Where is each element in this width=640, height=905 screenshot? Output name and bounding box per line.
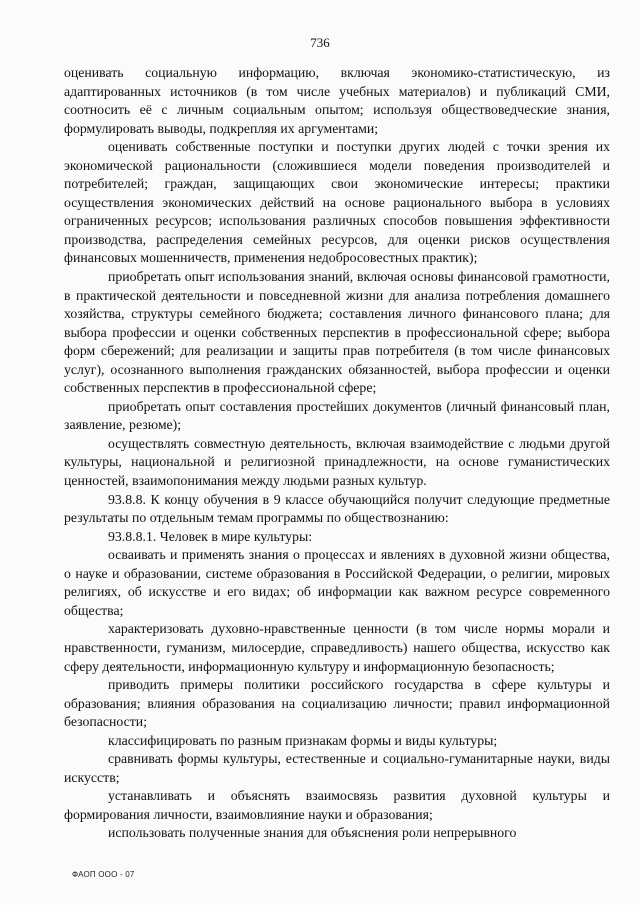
paragraph: осуществлять совместную деятельность, включая взаимодействие с людьми другой культуры, национальной и религиозной принадлежности, на основе гуманистических ценностей, взаимопонимания между людьми разных культур. (64, 435, 610, 489)
paragraph: использовать полученные знания для объяснения роли непрерывного (108, 825, 517, 841)
page-number: 736 (310, 35, 330, 50)
paragraph: осваивать и применять знания о процессах и явлениях в духовной жизни общества, о науке и образовании, системе образования в Российской Федерации, о религии, мировых религиях, об искусстве и его видах; об информации как важном ресурсе современного общества; (64, 547, 610, 618)
paragraph: устанавливать и объяснять взаимосвязь развития духовной культуры и формирования личности, взаимовлияние науки и образования; (64, 788, 610, 822)
paragraph: приобретать опыт использования знаний, включая основы финансовой грамотности, в практической деятельности и повседневной жизни для анализа потребления домашнего хозяйства, структуры семейного бюджета; составления личного финансового плана; для выбора профессии и оценки собственных перспектив в профессиональной сфере; выбора форм сбережений; для реализации и защиты прав потребителя (в том числе финансовых услуг), осознанного выполнения гражданских обязанностей, выбора профессии и оценки собственных перспектив в профессиональной сфере; (64, 269, 610, 396)
paragraph: характеризовать духовно-нравственные ценности (в том числе нормы морали и нравственности, гуманизм, милосердие, справедливость) нашего общества, искусство как сферу деятельности, информационную культуру и информационную безопасность; (64, 621, 610, 674)
paragraph: сравнивать формы культуры, естественные и социально-гуманитарные науки, виды искусств; (64, 751, 610, 785)
document-body (64, 64, 610, 843)
paragraph: оценивать собственные поступки и поступки других людей с точки зрения их экономической рациональности (сложившиеся модели поведения производителей и потребителей; граждан, защищающих свои экономические интересы; практики осуществления экономических действий на основе рационального выбора в условиях ограниченных ресурсов; использования различных способов повышения эффективности производства, распределения семейных ресурсов, для оценки рисков осуществления финансовых мошенничеств, применения недобросовестных практик); (64, 139, 610, 266)
section-heading-paragraph: 93.8.8. К концу обучения в 9 классе обучающийся получит следующие предметные результаты по отдельным темам программы по обществознанию: (64, 491, 610, 526)
paragraph: приобретать опыт составления простейших документов (личный финансовый план, заявление, резюме); (64, 398, 610, 433)
paragraph: оценивать социальную информацию, включая экономико-статистическую, из адаптированных источников (в том числе учебных материалов) и публикаций СМИ, соотносить её с личным социальным опытом; используя обществоведческие знания, формулировать выводы, подкрепляя их аргументами; (64, 65, 610, 136)
subsection-heading: 93.8.8.1. Человек в мире культуры: (108, 528, 313, 544)
footer-document-code: ФАОП ООО - 07 (72, 870, 135, 879)
paragraph: приводить примеры политики российского государства в сфере культуры и образования; влияния образования на социализацию личности; правил информационной безопасности; (64, 677, 610, 730)
paragraph: классифицировать по разным признакам формы и виды культуры; (108, 732, 498, 748)
